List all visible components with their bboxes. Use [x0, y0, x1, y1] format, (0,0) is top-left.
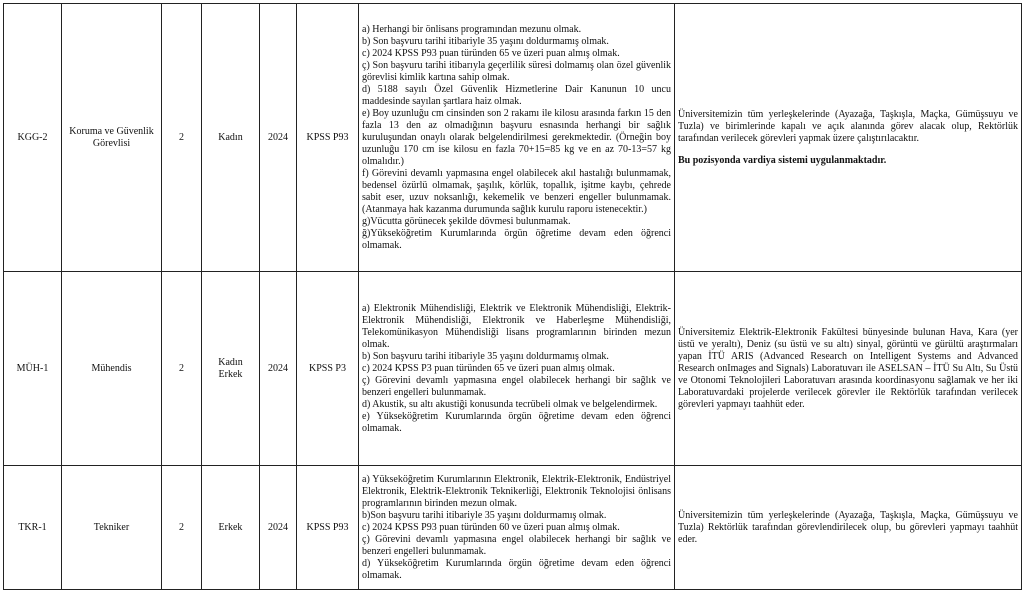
requirement-item: g)Vücutta görünecek şekilde dövmesi bulunmamak. [362, 215, 571, 227]
position-title: Koruma ve Güvenlik Görevlisi [62, 4, 162, 272]
exam-year: 2024 [260, 4, 297, 272]
description-cell [675, 4, 1022, 272]
score-type: KPSS P3 [297, 272, 359, 466]
requirement-item: a) Elektronik Mühendisliği, Elektrik ve Elektronik Mühendisliği, Elektrik-Elektronik Mühendisliği, Elektronik ve Haberleşme Mühendisliği, Telekomünikasyon Mühendisliği lisans programlarının birinden mezun olmak. [362, 302, 671, 350]
requirement-item: c) 2024 KPSS P93 puan türünden 60 ve üzeri puan almış olmak. [362, 521, 620, 533]
description-gap [678, 145, 1018, 155]
description-text: Üniversitemizin tüm yerleşkelerinde (Ayazağa, Taşkışla, Maçka, Gümüşsuyu ve Tuzla) ve birimlerinde kapalı ve açık alanında görev alacak olup, Rektörlük tarafından verilecek görevleri yapmak üzere çalıştırılacaktır. [678, 108, 1018, 144]
requirement-item: e) Yükseköğretim Kurumlarında örgün öğretime devam eden öğrenci olmamak. [362, 410, 671, 434]
position-code: MÜH-1 [4, 272, 62, 466]
positions-table-body [4, 4, 1022, 590]
requirements-cell [359, 466, 675, 590]
exam-year: 2024 [260, 272, 297, 466]
position-title: Mühendis [62, 272, 162, 466]
description-text: Üniversitemizin tüm yerleşkelerinde (Ayazağa, Taşkışla, Maçka, Gümüşsuyu ve Tuzla) Rektörlük tarafından görevlendirilecek olup, bu görevleri yapmayı taahhüt eder. [678, 509, 1018, 545]
position-gender [202, 4, 260, 272]
positions-table [3, 3, 1022, 590]
requirements-cell [359, 4, 675, 272]
requirement-item: ç) Görevini devamlı yapmasına engel olabilecek herhangi bir sağlık ve benzeri engelleri bulunmamak. [362, 533, 671, 557]
description-text: Üniversitemiz Elektrik-Elektronik Fakültesi bünyesinde bulunan Hava, Kara (yer üstü ve yeraltı), Deniz (su üstü ve su altı) sinyal, görüntü ve gürültü araştırmaları yapan İTÜ ARIS (Advanced Research on Intelligent Systems and Advanced Research onImages and Signals) Laboratuvarı ile ASELSAN – İTÜ Su Altı, Su Üstü ve Otonomi Teknolojileri Laboratuvarı arasında koordinasyonu sağlamak ve her iki Laboratuvardaki projelerde verilecek görevler ile Rektörlük tarafından verilecek görevleri yapmayı taahhüt eder. [678, 326, 1018, 410]
table-row [4, 4, 1022, 272]
table-row [4, 466, 1022, 590]
position-count: 2 [162, 466, 202, 590]
description-cell [675, 466, 1022, 590]
requirement-item: d) Yükseköğretim Kurumlarında örgün öğretime devam eden öğrenci olmamak. [362, 557, 671, 581]
requirement-item: f) Görevini devamlı yapmasına engel olabilecek akıl hastalığı bulunmamak, bedensel özürlü olmamak, şaşılık, körlük, topallık, işitme kaybı, çehrede sabit eser, uzuv noksanlığı, kekemelik ve benzeri engeller bulunmamak. (Atanmaya hak kazanma durumunda sağlık kurulu raporu istenecektir.) [362, 167, 671, 215]
requirement-item: b)Son başvuru tarihi itibariyle 35 yaşını doldurmamış olmak. [362, 509, 607, 521]
gender-value: Erkek [218, 368, 243, 380]
position-count: 2 [162, 272, 202, 466]
table-row [4, 272, 1022, 466]
position-title: Tekniker [62, 466, 162, 590]
requirement-item: a) Yükseköğretim Kurumlarının Elektronik, Elektrik-Elektronik, Endüstriyel Elektronik, Elektrik-Elektronik Teknikerliği, Elektronik Teknolojisi önlisans programlarının birinden mezun olmak. [362, 473, 671, 509]
gender-value: Kadın [218, 356, 243, 368]
position-code: KGG-2 [4, 4, 62, 272]
description-cell [675, 272, 1022, 466]
requirements-cell [359, 272, 675, 466]
score-type: KPSS P93 [297, 466, 359, 590]
requirement-item: e) Boy uzunluğu cm cinsinden son 2 rakamı ile kilosu arasında farkın 15 den fazla 13 den az olmadığının başvuru esnasında herhangi bir sağlık kuruluşundan onaylı olarak belgelendirilmesi gerekmektedir. (Örneğin boy uzunluğu 170 cm ise kilosu en fazla 70+15=85 kg ve en az 70-13=57 kg olmalıdır.) [362, 107, 671, 167]
requirement-item: d) Akustik, su altı akustiği konusunda tecrübeli olmak ve belgelendirmek. [362, 398, 658, 410]
requirement-item: ğ)Yükseköğretim Kurumlarında örgün öğretime devam eden öğrenci olmamak. [362, 227, 671, 251]
requirement-item: ç) Görevini devamlı yapmasına engel olabilecek herhangi bir sağlık ve benzeri engelleri bulunmamak. [362, 374, 671, 398]
description-note: Bu pozisyonda vardiya sistemi uygulanmaktadır. [678, 154, 887, 166]
score-type: KPSS P93 [297, 4, 359, 272]
requirement-item: b) Son başvuru tarihi itibariyle 35 yaşını doldurmamış olmak. [362, 35, 609, 47]
requirement-item: c) 2024 KPSS P3 puan türünden 65 ve üzeri puan almış olmak. [362, 362, 615, 374]
position-gender [202, 466, 260, 590]
gender-value: Erkek [218, 521, 243, 533]
requirement-item: c) 2024 KPSS P93 puan türünden 65 ve üzeri puan almış olmak. [362, 47, 620, 59]
gender-value: Kadın [218, 131, 243, 143]
requirement-item: b) Son başvuru tarihi itibariyle 35 yaşını doldurmamış olmak. [362, 350, 609, 362]
requirement-item: a) Herhangi bir önlisans programından mezunu olmak. [362, 23, 582, 35]
requirement-item: d) 5188 sayılı Özel Güvenlik Hizmetlerine Dair Kanunun 10 uncu maddesinde sayılan şartlara haiz olmak. [362, 83, 671, 107]
exam-year: 2024 [260, 466, 297, 590]
position-count: 2 [162, 4, 202, 272]
requirement-item: ç) Son başvuru tarihi itibarıyla geçerlilik süresi dolmamış olan özel güvenlik görevlisi kimlik kartına sahip olmak. [362, 59, 671, 83]
position-code: TKR-1 [4, 466, 62, 590]
position-gender [202, 272, 260, 466]
